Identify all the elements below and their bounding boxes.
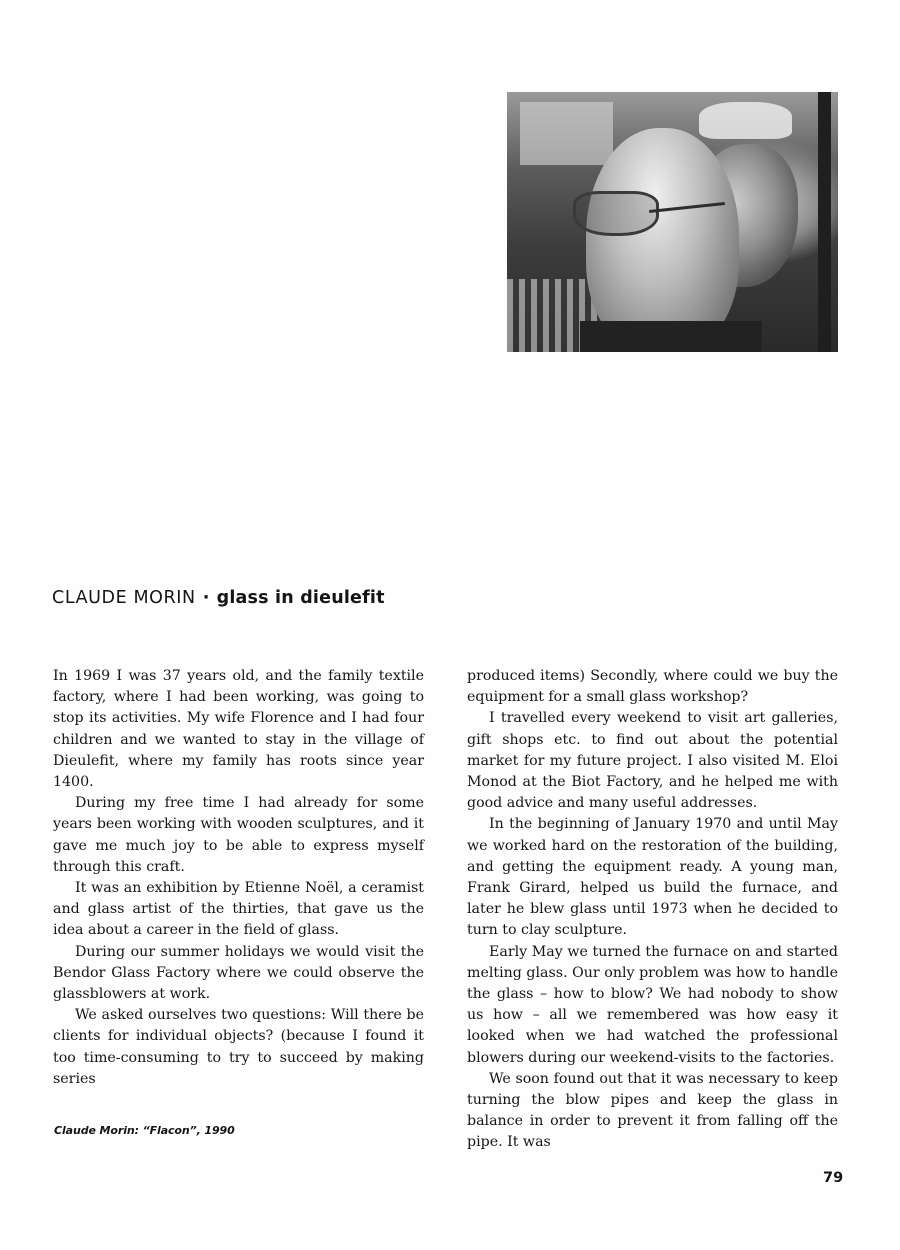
paragraph: produced items) Secondly, where could we buy the equipment for a small glass workshop? (467, 668, 838, 706)
photo-caption: Claude Morin: “Flacon”, 1990 (54, 1124, 235, 1137)
paragraph: In the beginning of January 1970 and until May we worked hard on the restoration of the building, and getting the equipment ready. A young man, Frank Girard, helped us build the furnace, and later he blew glass until 1973 when he decided to turn to clay sculpture. (467, 816, 838, 939)
article-subtitle: glass in dieulefit (216, 588, 385, 608)
right-text-column (467, 666, 838, 1154)
photo-shirt (580, 321, 762, 352)
photo-glasses (573, 191, 658, 236)
page-number: 79 (823, 1170, 844, 1186)
photo-head (586, 128, 738, 352)
photo-background-sky (699, 102, 792, 138)
portrait-photo (507, 92, 838, 352)
paragraph: Early May we turned the furnace on and started melting glass. Our only problem was how to handle the glass – how to blow? We had nobody to show us how – all we remembered was how easy it looked when we had watched the professional blowers during our weekend-visits to the factories. (467, 943, 838, 1066)
paragraph: We asked ourselves two questions: Will there be clients for individual objects? (because I found it too time-consuming to try to succeed by making series (53, 1007, 424, 1087)
heading-separator: · (202, 588, 210, 608)
left-text-column (53, 666, 424, 1090)
paragraph: We soon found out that it was necessary to keep turning the blow pipes and keep the glass in balance in order to prevent it from falling off the pipe. It was (467, 1070, 838, 1151)
photo-background-post (818, 92, 831, 352)
paragraph: During my free time I had already for some years been working with wooden sculptures, and it gave me much joy to be able to express myself through this craft. (53, 795, 424, 875)
paragraph: During our summer holidays we would visit the Bendor Glass Factory where we could observe the glassblowers at work. (53, 943, 424, 1003)
author-name: CLAUDE MORIN (52, 588, 196, 608)
paragraph: I travelled every weekend to visit art galleries, gift shops etc. to find out about the potential market for my future project. I also visited M. Eloi Monod at the Biot Factory, and he helped me with good advice and many useful addresses. (467, 710, 838, 812)
paragraph: It was an exhibition by Etienne Noël, a ceramist and glass artist of the thirties, that gave us the idea about a career in the field of glass. (53, 880, 424, 939)
photo-background-house (520, 102, 613, 164)
article-heading (52, 588, 385, 608)
paragraph: In 1969 I was 37 years old, and the family textile factory, where I had been working, was going to stop its activities. My wife Florence and I had four children and we wanted to stay in the village of Dieulefit, where my family has roots since year 1400. (53, 668, 424, 791)
